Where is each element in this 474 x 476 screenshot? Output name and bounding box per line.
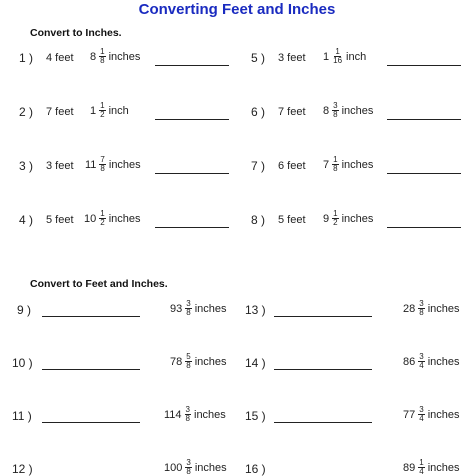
problem-feet: 7 feet: [46, 106, 74, 118]
problem-inches: [164, 406, 226, 423]
fraction-denominator: 8: [333, 164, 338, 173]
answer-blank[interactable]: [155, 65, 229, 66]
problem-feet: 5 feet: [46, 214, 74, 226]
section-heading-convert-to-feet-and-inches: Convert to Feet and Inches.: [30, 278, 168, 290]
whole-number: 8: [323, 104, 330, 117]
whole-number: 7: [323, 158, 330, 171]
fraction: [418, 300, 424, 317]
problem-feet: 6 feet: [278, 160, 306, 172]
fraction-denominator: 2: [100, 110, 105, 119]
unit: inches: [108, 158, 141, 171]
fraction: [185, 459, 191, 476]
unit: inches: [341, 158, 374, 171]
problem-number: 1 ): [19, 51, 34, 65]
fraction-numerator: 3: [185, 405, 190, 414]
fraction-denominator: 4: [419, 414, 424, 423]
fraction: [99, 48, 105, 65]
whole-number: 114: [164, 408, 182, 421]
problem-number: 12 ): [12, 462, 33, 476]
answer-blank[interactable]: [387, 65, 461, 66]
fraction-numerator: 3: [419, 352, 424, 361]
fraction-denominator: 16: [333, 56, 343, 65]
fraction-denominator: 4: [419, 361, 424, 370]
problem-number: 16 ): [245, 462, 266, 476]
problem-number: 6 ): [251, 105, 266, 119]
unit: inches: [427, 461, 460, 474]
fraction-denominator: 8: [186, 308, 191, 317]
problem-number: 2 ): [19, 105, 34, 119]
problem-number: 3 ): [19, 159, 34, 173]
answer-blank[interactable]: [387, 119, 461, 120]
whole-number: 1: [90, 104, 97, 117]
fraction: [185, 300, 191, 317]
whole-number: 100: [164, 461, 183, 474]
problem-inches: [90, 102, 129, 119]
answer-blank[interactable]: [155, 119, 229, 120]
whole-number: 1: [323, 50, 330, 63]
unit: inches: [427, 302, 460, 315]
fraction-numerator: 1: [335, 47, 340, 56]
problem-inches: [164, 459, 227, 476]
problem-inches: [323, 48, 366, 65]
answer-blank[interactable]: [274, 369, 372, 370]
unit: inches: [194, 461, 227, 474]
unit: inches: [427, 408, 460, 421]
fraction-denominator: 8: [185, 414, 190, 423]
whole-number: 9: [323, 212, 330, 225]
fraction-denominator: 8: [186, 361, 191, 370]
whole-number: 93: [170, 302, 183, 315]
whole-number: 77: [403, 408, 416, 421]
whole-number: 86: [403, 355, 416, 368]
fraction: [418, 406, 424, 423]
problem-feet: 3 feet: [46, 160, 74, 172]
answer-blank[interactable]: [387, 173, 461, 174]
fraction: [185, 353, 191, 370]
fraction-denominator: 2: [333, 218, 338, 227]
fraction: [332, 48, 343, 65]
worksheet-title: Converting Feet and Inches: [138, 1, 336, 18]
fraction: [332, 210, 338, 227]
answer-blank[interactable]: [42, 316, 140, 317]
problem-inches: [403, 406, 460, 423]
unit: inches: [427, 355, 460, 368]
fraction-numerator: 3: [419, 299, 424, 308]
unit: inches: [341, 212, 374, 225]
problem-feet: 7 feet: [278, 106, 306, 118]
unit: inches: [108, 212, 141, 225]
problem-inches: [403, 300, 460, 317]
whole-number: 28: [403, 302, 416, 315]
problem-inches: [323, 102, 373, 119]
fraction-numerator: 3: [186, 458, 191, 467]
fraction: [418, 353, 424, 370]
fraction-numerator: 5: [186, 352, 191, 361]
fraction: [99, 210, 105, 227]
problem-number: 7 ): [251, 159, 266, 173]
problem-feet: 5 feet: [278, 214, 306, 226]
answer-blank[interactable]: [387, 227, 461, 228]
problem-number: 13 ): [245, 303, 266, 317]
answer-blank[interactable]: [274, 422, 372, 423]
problem-inches: [403, 459, 460, 476]
whole-number: 11: [85, 158, 97, 171]
fraction-numerator: 1: [100, 101, 105, 110]
problem-feet: 4 feet: [46, 52, 74, 64]
problem-inches: [90, 48, 140, 65]
fraction-numerator: 3: [333, 101, 338, 110]
unit: inch: [108, 104, 129, 117]
fraction-denominator: 8: [419, 308, 424, 317]
whole-number: 8: [90, 50, 97, 63]
fraction: [185, 406, 191, 423]
fraction-denominator: 8: [333, 110, 338, 119]
problem-inches: [323, 210, 373, 227]
answer-blank[interactable]: [42, 422, 140, 423]
answer-blank[interactable]: [155, 173, 229, 174]
whole-number: 10: [84, 212, 97, 225]
fraction: [418, 459, 424, 476]
problem-number: 11 ): [12, 409, 32, 423]
fraction: [99, 102, 105, 119]
answer-blank[interactable]: [42, 369, 140, 370]
unit: inches: [194, 302, 227, 315]
fraction-numerator: 7: [100, 155, 105, 164]
problem-inches: [323, 156, 373, 173]
problem-number: 4 ): [19, 213, 34, 227]
unit: inches: [194, 408, 226, 421]
fraction-denominator: 8: [186, 467, 191, 476]
answer-blank[interactable]: [155, 227, 229, 228]
fraction-numerator: 1: [100, 47, 105, 56]
problem-inches: [170, 300, 227, 317]
problem-number: 10 ): [12, 356, 33, 370]
unit: inches: [194, 355, 227, 368]
problem-inches: [84, 210, 141, 227]
problem-number: 14 ): [245, 356, 266, 370]
problem-inches: [85, 156, 141, 173]
fraction-numerator: 3: [419, 405, 424, 414]
fraction-denominator: 8: [100, 56, 105, 65]
whole-number: 89: [403, 461, 416, 474]
answer-blank[interactable]: [274, 316, 372, 317]
problem-number: 5 ): [251, 51, 266, 65]
fraction-denominator: 8: [100, 164, 105, 173]
fraction-denominator: 4: [419, 467, 424, 476]
fraction-numerator: 3: [186, 299, 191, 308]
whole-number: 78: [170, 355, 183, 368]
fraction-numerator: 1: [333, 155, 338, 164]
fraction: [332, 156, 338, 173]
fraction: [99, 156, 105, 173]
problem-number: 9 ): [17, 303, 32, 317]
problem-number: 15 ): [245, 409, 266, 423]
fraction-numerator: 1: [419, 458, 424, 467]
unit: inch: [346, 50, 367, 63]
problem-inches: [170, 353, 227, 370]
problem-feet: 3 feet: [278, 52, 306, 64]
fraction-numerator: 1: [333, 209, 338, 218]
fraction-numerator: 1: [100, 209, 105, 218]
section-heading-convert-to-inches: Convert to Inches.: [30, 27, 122, 39]
fraction-denominator: 2: [100, 218, 105, 227]
problem-inches: [403, 353, 460, 370]
fraction: [332, 102, 338, 119]
unit: inches: [108, 50, 141, 63]
unit: inches: [341, 104, 374, 117]
problem-number: 8 ): [251, 213, 266, 227]
